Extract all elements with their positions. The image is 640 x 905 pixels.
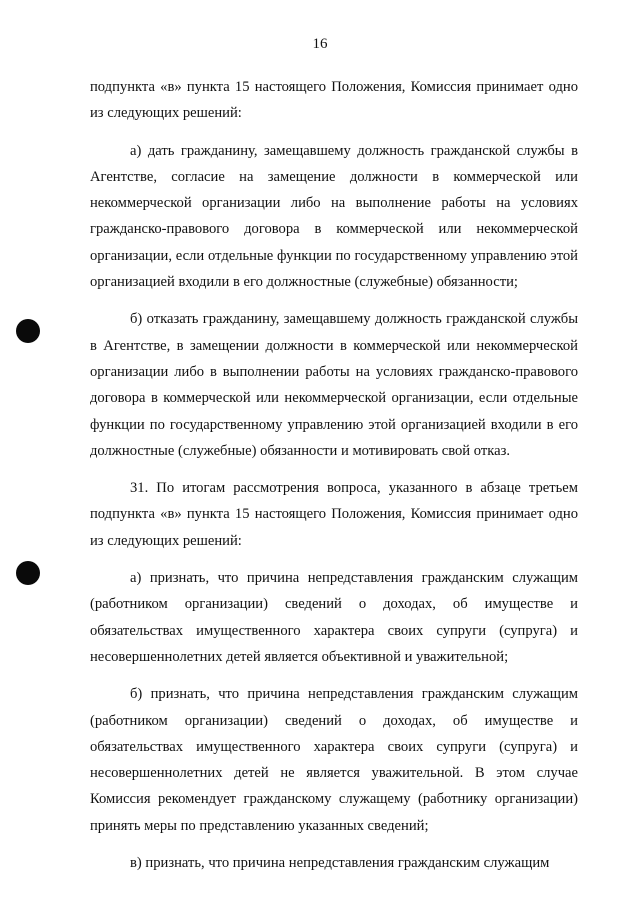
punch-hole-top [16,319,40,343]
document-body [90,74,578,887]
paragraph-31-item-b: б) признать, что причина непредставления гражданским служащим (работником организации) сведений о доходах, об имуществе и обязательствах имущественного характера своих супруги (супруга) и несовершеннолетних детей не является уважительной. В этом случае Комиссия рекомендует гражданскому служащему (работнику организации) принять меры по представлению указанных сведений; [90,686,578,834]
paragraph-item-a-consent: а) дать гражданину, замещавшему должность гражданской службы в Агентстве, согласие на замещение должности в коммерческой или некоммерческой организации либо на выполнение работы на условиях гражданско-правового договора в коммерческой или некоммерческой организации, если отдельные функции по государственному управлению этой организацией входили в его должностные (служебные) обязанности; [90,142,578,291]
punch-hole-bottom [16,561,40,585]
paragraph-continuation: подпункта «в» пункта 15 настоящего Положения, Комиссия принимает одно из следующих решений: [90,79,578,122]
paragraph-item-b-refuse: б) отказать гражданину, замещавшему должность гражданской службы в Агентстве, в замещении должности в коммерческой или некоммерческой организации либо в выполнении работы на условиях гражданско-правового договора в коммерческой или некоммерческой организации, если отдельные функции по государственному управлению этой организацией входили в его должностные (служебные) обязанности и мотивировать свой отказ. [90,311,578,459]
paragraph-31-item-a: а) признать, что причина непредставления гражданским служащим (работником организации) сведений о доходах, об имуществе и обязательствах имущественного характера своих супруги (супруга) и несовершеннолетних детей является объективной и уважительной; [90,570,578,665]
page-number: 16 [312,36,328,52]
paragraph-31-item-c: в) признать, что причина непредставления гражданским служащим [130,855,550,872]
paragraph-31: 31. По итогам рассмотрения вопроса, указанного в абзаце третьем подпункта «в» пункта 15 настоящего Положения, Комиссия принимает одно из следующих решений: [90,480,578,549]
